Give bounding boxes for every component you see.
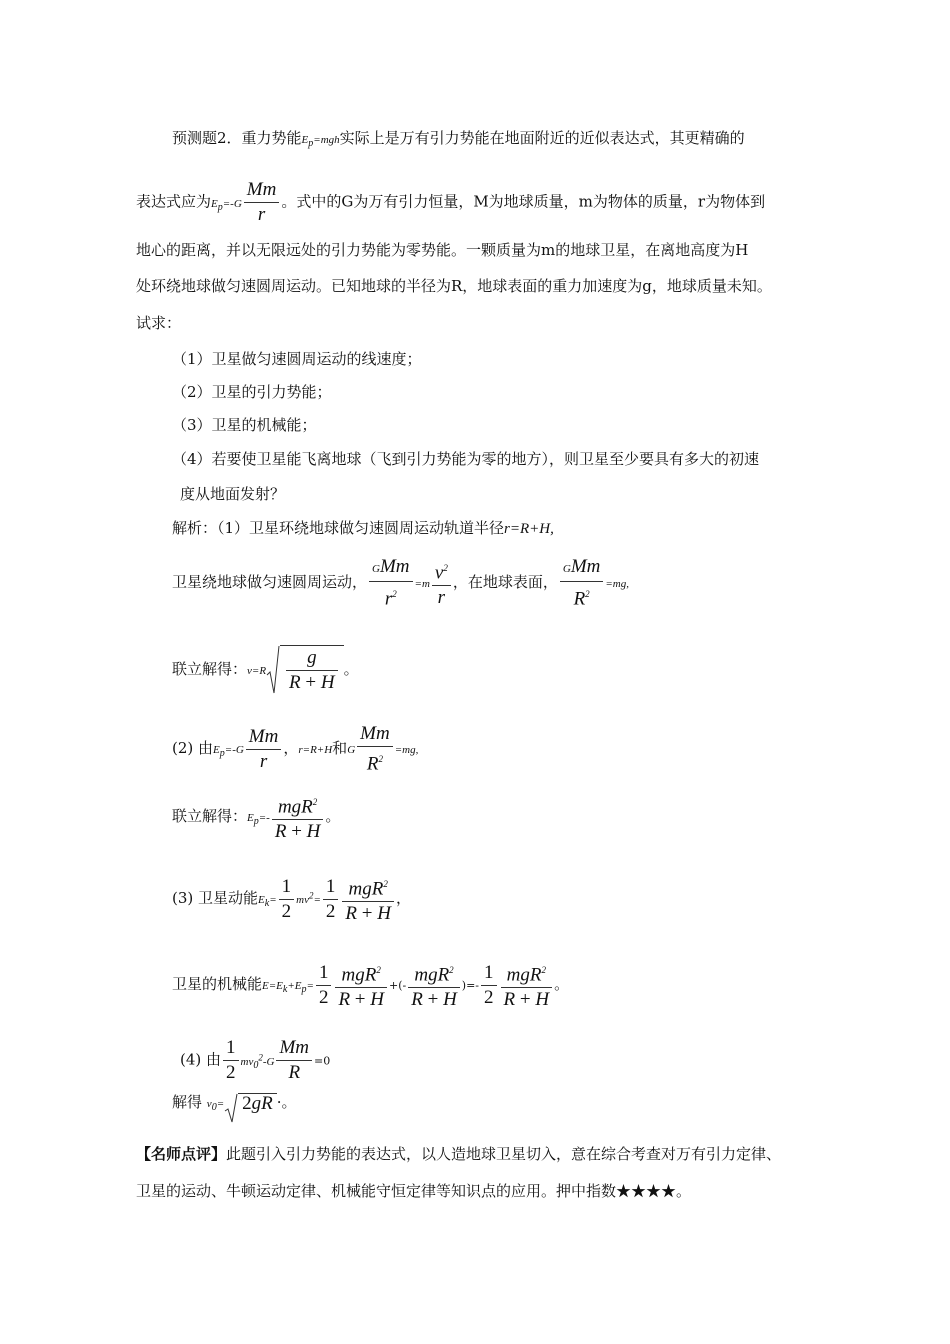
formula: =mg,	[394, 744, 419, 757]
problem-line-3: 地心的距离，并以无限远处的引力势能为零势能。一颗质量为m的地球卫星，在离地高度为H	[136, 241, 749, 259]
solution-line-5	[172, 790, 340, 844]
formula: G	[347, 744, 356, 757]
text: 此题引入引力势能的表达式，以人造地球卫星切入，意在综合考查对万有引力定律、	[226, 1145, 782, 1163]
formula: $mv_0^2-G$	[240, 1051, 275, 1071]
ep-symbol: $E_p=mgh$	[301, 134, 340, 150]
fraction-one-half: $\frac{1}{2}$	[316, 961, 332, 1010]
fraction-Mm-over-R: $\frac{Mm}{R}$	[276, 1036, 312, 1085]
problem-line-2	[136, 178, 765, 227]
text: 。	[325, 807, 341, 826]
question-1: （1）卫星做匀速圆周运动的线速度；	[172, 350, 422, 368]
text: ·。	[276, 1093, 297, 1111]
fraction-mgR2-over-RH: $\frac{mgR^2}{R + H}$	[408, 958, 460, 1012]
text: (3) 卫星动能	[172, 889, 259, 908]
text: 卫星的机械能	[172, 975, 263, 994]
text: 联立解得：	[172, 660, 248, 678]
fraction-GMm-over-r2: $\frac{\text{GMm}}{r^2}$	[369, 555, 413, 611]
fraction-one-half: $\frac{1}{2}$	[279, 875, 295, 924]
solution-line-6	[172, 872, 411, 926]
fraction-one-half: $\frac{1}{2}$	[481, 961, 497, 1010]
solution-line-3	[172, 645, 359, 695]
problem-line-5: 试求：	[136, 314, 182, 332]
text: 。	[343, 660, 359, 678]
fraction-Mm-over-R2: $\frac{Mm}{R^2}$	[357, 722, 393, 776]
text: ，	[283, 739, 299, 758]
review-line-1	[136, 1144, 781, 1164]
text: (2) 由	[172, 739, 214, 758]
solution-line-2	[172, 555, 629, 611]
question-4a: （4）若要使卫星能飞离地球（飞到引力势能为零的地方），则卫星至少要具有多大的初速	[172, 450, 760, 468]
text: 解得	[172, 1093, 203, 1111]
solution-line-1	[172, 518, 554, 539]
text: 卫星绕地球做匀速圆周运动，	[172, 573, 368, 592]
problem-line-1	[172, 128, 745, 154]
fraction-Mm-over-r-2: $\frac{Mm}{r}$	[246, 725, 282, 774]
solution-line-8	[180, 1036, 330, 1085]
formula: $mv^2=$	[296, 890, 321, 907]
formula: $E_p=-$	[247, 812, 270, 828]
solution-line-4	[172, 722, 418, 776]
problem-line-4: 处环绕地球做匀速圆周运动。已知地球的半径为R，地球表面的重力加速度为g，地球质量未知。	[136, 277, 772, 295]
text: 。	[554, 975, 570, 994]
question-2: （2）卫星的引力势能；	[172, 383, 332, 401]
formula: $E_k=$	[258, 894, 277, 910]
text: 。式中的G为万有引力恒量，M为地球质量，m为物体的质量，r为物体到	[281, 192, 766, 211]
text: (4) 由	[180, 1050, 222, 1069]
fraction-mgR2-over-RH: $\frac{mgR^2}{R + H}$	[342, 872, 394, 926]
fraction-GMm-over-R2: $\frac{\text{GMm}}{R^2}$	[560, 555, 604, 611]
formula: =0	[314, 1054, 331, 1068]
sqrt-g-over-RH: $\frac{g}{R + H}$	[266, 645, 344, 695]
fraction-mgR2-over-RH: $\frac{mgR^2}{R + H}$	[501, 958, 553, 1012]
text: ，在地球表面，	[452, 573, 558, 592]
formula: $E_p=-G$	[213, 744, 244, 760]
text: ，	[395, 889, 411, 908]
solution-line-9	[172, 1092, 297, 1118]
fraction-one-half: $\frac{1}{2}$	[323, 875, 339, 924]
formula: $v_0=$	[206, 1098, 225, 1114]
formula: v=R	[247, 665, 267, 677]
question-3: （3）卫星的机械能；	[172, 416, 317, 434]
text: 解析：（1）卫星环绕地球做匀速圆周运动轨道半径	[172, 519, 505, 537]
text: 表达式应为	[136, 192, 212, 211]
solution-line-7	[172, 958, 569, 1012]
ep-formula: $E_p=-G$	[211, 197, 242, 213]
fraction-mgR2-over-RH: $\frac{mgR^2}{R + H}$	[272, 790, 324, 844]
text: 联立解得：	[172, 807, 248, 826]
formula: +(-	[389, 979, 407, 993]
formula: r=R+H	[298, 744, 333, 757]
problem-intro: 预测题2．重力势能	[172, 129, 302, 147]
problem-intro-2: 实际上是万有引力势能在地面附近的近似表达式，其更精确的	[339, 129, 745, 147]
formula: =mg,	[605, 578, 629, 591]
formula: =m	[414, 578, 430, 591]
fraction-Mm-over-r: $\frac{Mm}{r}$	[244, 178, 280, 227]
review-tag: 【名师点评】	[136, 1145, 227, 1163]
fraction-mgR2-over-RH: $\frac{mgR^2}{R + H}$	[335, 958, 387, 1012]
formula: )=-	[461, 979, 480, 993]
fraction-one-half: $\frac{1}{2}$	[223, 1036, 239, 1085]
text: 和	[332, 739, 348, 758]
formula: $E=E_k+E_p=$	[262, 980, 314, 996]
fraction-v2-over-r: $\frac{v^2}{r}$	[432, 556, 451, 610]
formula: r=R+H,	[504, 521, 554, 537]
review-line-2: 卫星的运动、牛顿运动定律、机械能守恒定律等知识点的应用。押中指数★★★★。	[136, 1182, 692, 1200]
question-4b: 度从地面发射？	[180, 485, 286, 503]
sqrt-2gR: 2gR	[224, 1093, 277, 1114]
